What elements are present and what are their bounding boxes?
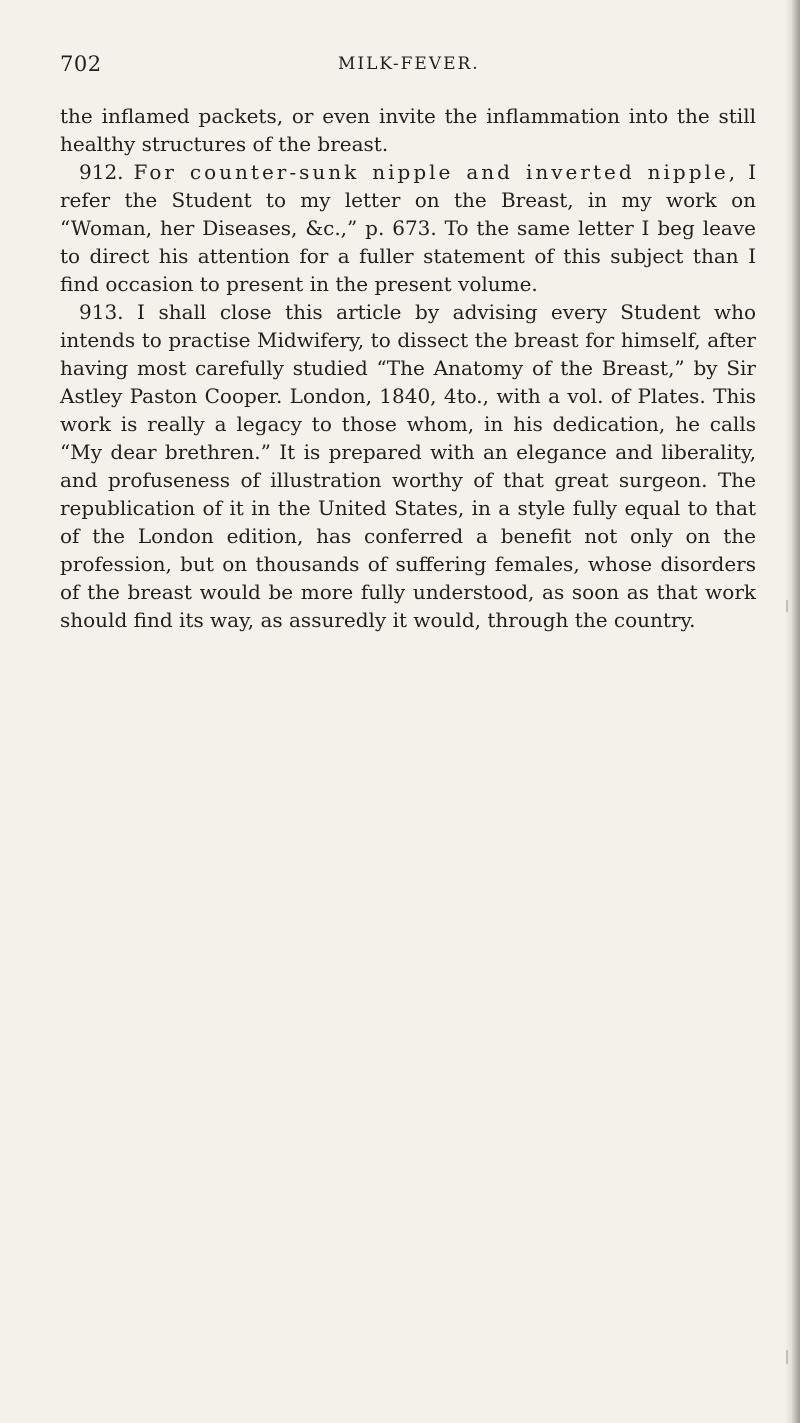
margin-speck <box>786 600 788 612</box>
paragraph-912-heading: For counter-sunk nipple and inverted nipple, <box>133 160 739 184</box>
paragraph-912-text: I refer the Student to my letter on the Breast, in my work on “Woman, her Diseases, &c.,” p. 673. To the same letter I beg leave to direct his attention for a fuller statement of this subject than I find occasion to present in the present volume. <box>60 160 756 296</box>
paragraph-number-912: 912. <box>79 160 124 184</box>
margin-speck <box>786 1350 788 1364</box>
page-header <box>60 49 760 79</box>
paragraph-continuation: the inflamed packets, or even invite the inflammation into the still healthy structures of the breast. <box>60 104 756 156</box>
page-number: 702 <box>60 52 102 76</box>
body-text <box>60 102 756 634</box>
paragraph-912 <box>60 158 756 298</box>
running-head: MILK-FEVER. <box>338 54 480 74</box>
page-edge-shadow <box>792 0 800 1423</box>
paragraph-913: 913. I shall close this article by advising every Student who intends to practise Midwifery, to dissect the breast for himself, after having most carefully studied “The Anatomy of the Breast,” by Sir Astley Paston Cooper. London, 1840, 4to., with a vol. of Plates. This work is really a legacy to those whom, in his dedication, he calls “My dear brethren.” It is prepared with an elegance and liberality, and profuseness of illustration worthy of that great surgeon. The republication of it in the United States, in a style fully equal to that of the London edition, has conferred a benefit not only on the profession, but on thousands of suffering females, whose disorders of the breast would be more fully understood, as soon as that work should find its way, as assuredly it would, through the country. <box>60 300 756 632</box>
